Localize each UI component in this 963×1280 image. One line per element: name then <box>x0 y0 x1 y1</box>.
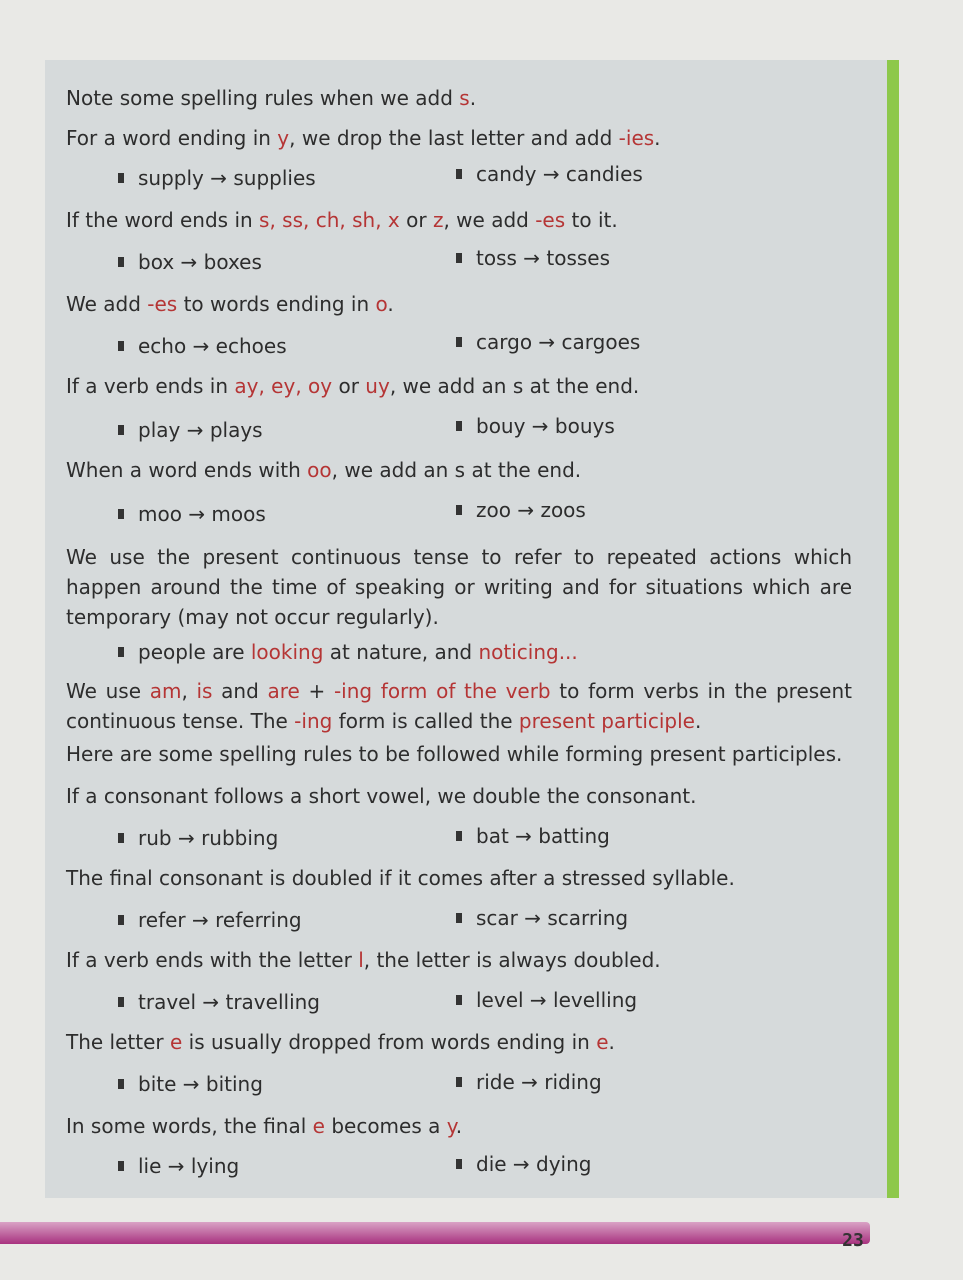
rule-text: Note some spelling rules when we add s. <box>66 86 477 110</box>
example-item: travel → travelling <box>118 990 320 1014</box>
example-item: zoo → zoos <box>456 498 586 522</box>
example-item: die → dying <box>456 1152 592 1176</box>
bullet-icon <box>456 421 462 431</box>
bullet-icon <box>118 997 124 1007</box>
example-item: rub → rubbing <box>118 826 278 850</box>
bullet-icon <box>118 1079 124 1089</box>
rule-text: For a word ending in y, we drop the last letter and add -ies. <box>66 126 661 150</box>
bullet-icon <box>456 253 462 263</box>
example-item: cargo → cargoes <box>456 330 640 354</box>
example-item: people are looking at nature, and noticing... <box>118 640 578 664</box>
bullet-icon <box>118 1161 124 1171</box>
example-item: box → boxes <box>118 250 262 274</box>
rule-text: We add -es to words ending in o. <box>66 292 394 316</box>
bullet-icon <box>118 257 124 267</box>
example-item: scar → scarring <box>456 906 628 930</box>
rule-text: When a word ends with oo, we add an s at the end. <box>66 458 582 482</box>
present-participle-explanation: We use am, is and are + -ing form of the verb to form verbs in the present continuous tense. The -ing form is called the present participle. <box>66 679 852 733</box>
example-item: ride → riding <box>456 1070 602 1094</box>
page-number: 23 <box>842 1230 864 1251</box>
bullet-icon <box>118 915 124 925</box>
bullet-icon <box>118 425 124 435</box>
example-item: bat → batting <box>456 824 610 848</box>
rule-text: If a consonant follows a short vowel, we double the consonant. <box>66 784 697 808</box>
example-item: candy → candies <box>456 162 643 186</box>
bullet-icon <box>456 337 462 347</box>
bullet-icon <box>118 833 124 843</box>
bullet-icon <box>456 169 462 179</box>
bullet-icon <box>456 1077 462 1087</box>
bullet-icon <box>118 647 124 657</box>
present-continuous-definition: We use the present continuous tense to refer to repeated actions which happen around the time of speaking or writing and for situations which are temporary (may not occur regularly). <box>66 545 852 629</box>
bullet-icon <box>118 341 124 351</box>
rule-text: The final consonant is doubled if it comes after a stressed syllable. <box>66 866 735 890</box>
example-item: echo → echoes <box>118 334 287 358</box>
bullet-icon <box>456 831 462 841</box>
example-item: lie → lying <box>118 1154 239 1178</box>
example-item: toss → tosses <box>456 246 610 270</box>
footer-bar <box>0 1222 870 1244</box>
rule-text: If a verb ends in ay, ey, oy or uy, we add an s at the end. <box>66 374 640 398</box>
example-item: play → plays <box>118 418 263 442</box>
example-item: bouy → bouys <box>456 414 615 438</box>
rule-text: The letter e is usually dropped from words ending in e. <box>66 1030 615 1054</box>
rule-text: In some words, the final e becomes a y. <box>66 1114 463 1138</box>
example-item: level → levelling <box>456 988 637 1012</box>
bullet-icon <box>456 505 462 515</box>
bullet-icon <box>456 995 462 1005</box>
bullet-icon <box>456 913 462 923</box>
example-item: supply → supplies <box>118 166 316 190</box>
rule-text: If the word ends in s, ss, ch, sh, x or z, we add -es to it. <box>66 208 618 232</box>
rule-text: If a verb ends with the letter l, the letter is always doubled. <box>66 948 661 972</box>
bullet-icon <box>456 1159 462 1169</box>
example-item: moo → moos <box>118 502 266 526</box>
example-item: bite → biting <box>118 1072 263 1096</box>
bullet-icon <box>118 509 124 519</box>
participle-rules-intro: Here are some spelling rules to be followed while forming present participles. <box>66 742 843 766</box>
example-item: refer → referring <box>118 908 302 932</box>
bullet-icon <box>118 173 124 183</box>
